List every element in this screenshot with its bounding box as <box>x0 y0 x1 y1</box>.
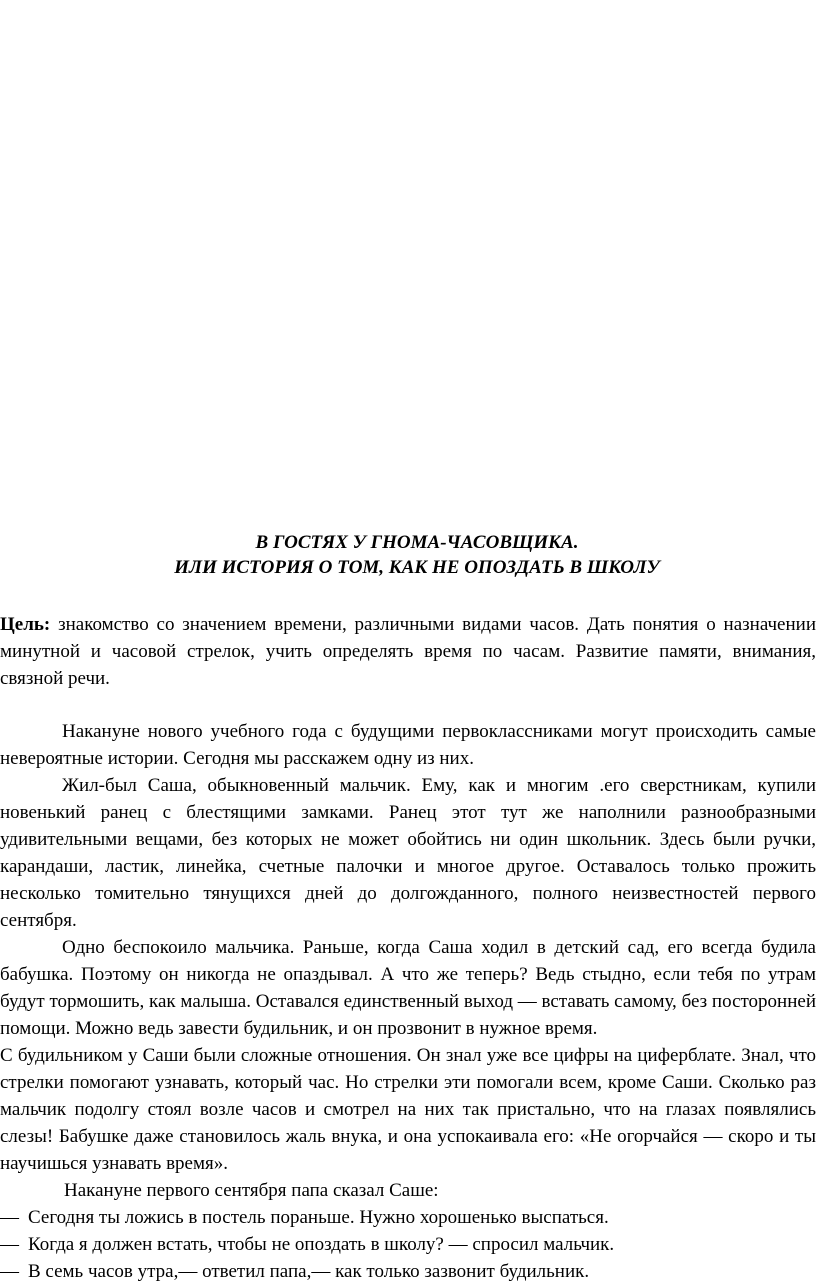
story-paragraph-1: Накануне нового учебного года с будущими первоклассниками могут происходить самые невероятные истории. Сегодня мы расскажем одну из них. <box>0 721 816 769</box>
dialog-dash: — <box>0 1261 19 1282</box>
story-body <box>0 718 816 1285</box>
goal-label: Цель: <box>0 614 51 635</box>
goal-paragraph <box>0 611 816 692</box>
dialog-line-1 <box>0 1204 816 1231</box>
story-paragraph-5: Накануне первого сентября папа сказал Саше: <box>64 1180 439 1201</box>
dialog-dash: — <box>0 1234 19 1255</box>
document-title <box>0 530 816 580</box>
goal-text: знакомство со значением времени, различными видами часов. Дать понятия о назначении минутной и часовой стрелок, учить определять время по часам. Развитие памяти, внимания, связной речи. <box>0 614 816 689</box>
dialog-text: В семь часов утра,— ответил папа,— как только зазвонит будильник. <box>28 1261 590 1282</box>
story-paragraph-2: Жил-был Саша, обыкновенный мальчик. Ему, как и многим .его сверстникам, купили новенький ранец с блестящими замками. Ранец этот тут же наполнили разнообразными удивительными вещами, без которых не может обойтись ни один школьник. Здесь были ручки, карандаши, ластик, линейка, счетные палочки и многое другое. Оставалось только прожить несколько томительно тянущихся дней до долгожданного, полного неизвестностей первого сентября. <box>0 775 816 931</box>
dialog-line-3 <box>0 1258 816 1285</box>
dialog-line-2 <box>0 1231 816 1258</box>
dialog-dash: — <box>0 1207 19 1228</box>
dialog-text: Когда я должен встать, чтобы не опоздать в школу? — спросил мальчик. <box>28 1234 615 1255</box>
title-line-2: ИЛИ ИСТОРИЯ О ТОМ, КАК НЕ ОПОЗДАТЬ В ШКОЛУ <box>174 557 660 578</box>
story-paragraph-4: С будильником у Саши были сложные отношения. Он знал уже все цифры на циферблате. Знал, что стрелки помогают узнавать, который час. Но стрелки эти помогали всем, кроме Саши. Сколько раз мальчик подолгу стоял возле часов и смотрел на них так пристально, что на глазах появлялись слезы! Бабушке даже становилось жаль внука, и она успокаивала его: «Не огорчайся — скоро и ты научишься узнавать время». <box>0 1045 816 1174</box>
document-page <box>0 530 816 1285</box>
dialog-text: Сегодня ты ложись в постель пораньше. Нужно хорошенько выспаться. <box>28 1207 609 1228</box>
title-line-1: В ГОСТЯХ У ГНОМА-ЧАСОВЩИКА. <box>255 532 579 553</box>
story-paragraph-3: Одно беспокоило мальчика. Раньше, когда Саша ходил в детский сад, его всегда будила бабушка. Поэтому он никогда не опаздывал. А что же теперь? Ведь стыдно, если тебя по утрам будут тормошить, как малыша. Оставался единственный выход — вставать самому, без посторонней помощи. Можно ведь завести будильник, и он прозвонит в нужное время. <box>0 937 816 1039</box>
